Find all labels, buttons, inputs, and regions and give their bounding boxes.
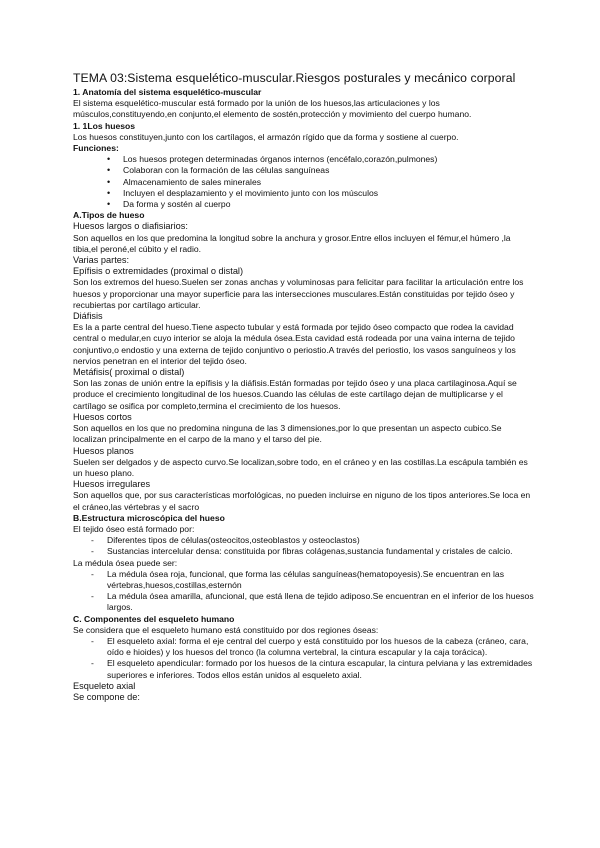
section-heading-estructura: B.Estructura microscópica del hueso [73, 512, 225, 523]
list-item: - La médula ósea roja, funcional, que forma las células sanguíneas(hematopoyesis).Se encuentran en las vértebras,huesos,costillas,esternón [91, 569, 535, 591]
medula-list [73, 569, 535, 614]
list-item: - Diferentes tipos de células(osteocitos,osteoblastos y osteoclastos) [91, 535, 535, 546]
list-item: - El esqueleto axial: forma el eje central del cuerpo y está constituido por los huesos de la cabeza (cráneo, cara, oído e hioides) y los huesos del tronco (la columna vertebral, la cintura escapular y la caja torácica). [91, 636, 535, 658]
paragraph-metafisis: Son las zonas de unión entre la epífisis y la diáfisis.Están formadas por tejido óseo y una placa cartilaginosa.Aquí se produce el crecimiento longitudinal de los huesos.Cuando las células de este cartílago dejan de multiplicarse y el cartílago se osifica por completo,termina el crecimiento de los huesos. [73, 378, 517, 411]
paragraph-huesos-cortos: Son aquellos en los que no predomina ninguna de las 3 dimensiones,por lo que presentan un aspecto cubico.Se localizan principalmente en el carpo de la mano y el tarso del pie. [73, 423, 502, 445]
document-title: TEMA 03:Sistema esquelético-muscular.Riesgos posturales y mecánico corporal [73, 71, 516, 85]
subheading-esqueleto-axial: Esqueleto axial [73, 680, 136, 691]
list-item: - La médula ósea amarilla, afuncional, que está llena de tejido adiposo.Se encuentran en el inferior de los huesos largos. [91, 591, 535, 613]
subheading-huesos-planos: Huesos planos [73, 445, 134, 456]
list-item: • Da forma y sostén al cuerpo [107, 199, 535, 210]
paragraph-diafisis: Es la a parte central del hueso.Tiene aspecto tubular y está formada por tejido óseo compacto que rodea la cavidad central o medular,en cuyo interior se aloja la médula ósea.Esta cavidad está rodeada por una vaina interna de tejido conjuntivo,o endostio y una externa de tejido conjuntivo o periostio.A través del periostio, los vasos sanguíneos y los nervios penetran en el interior del tejido óseo. [73, 322, 516, 366]
subheading-metafisis: Metáfisis( proximal o distal) [73, 367, 185, 378]
paragraph-estructura-intro: El tejido óseo está formado por: [73, 523, 195, 534]
section-heading-los-huesos: 1. 1Los huesos [73, 120, 136, 131]
list-item: • Colaboran con la formación de las células sanguíneas [107, 165, 535, 176]
list-item: - Sustancias intercelular densa: constituida por fibras colágenas,sustancia fundamental y cristales de calcio. [91, 546, 535, 557]
subheading-huesos-largos: Huesos largos o diafisiarios: [73, 221, 188, 232]
subheading-varias-partes: Varias partes: [73, 255, 129, 266]
subheading-huesos-cortos: Huesos cortos [73, 411, 132, 422]
section-los-huesos [73, 121, 535, 211]
section-heading-componentes: C. Componentes del esqueleto humano [73, 613, 235, 624]
paragraph-huesos-irregulares: Son aquellos que, por sus características morfológicas, no pueden incluirse en niguno de los tipos anteriores.Se loca en el cráneo,las vértebras y el sacro [73, 490, 531, 512]
section-estructura-microscopica [73, 513, 535, 614]
list-item: • Almacenamiento de sales minerales [107, 177, 535, 188]
section-anatomia [73, 87, 535, 121]
section-tipos-de-hueso [73, 210, 535, 512]
paragraph-componentes-intro: Se considera que el esqueleto humano está constituido por dos regiones óseas: [73, 624, 379, 635]
list-item: • Los huesos protegen determinadas órganos internos (encéfalo,corazón,pulmones) [107, 154, 535, 165]
section-heading-tipos: A.Tipos de hueso [73, 210, 145, 221]
funciones-list [73, 154, 535, 210]
list-item: • Incluyen el desplazamiento y el movimiento junto con los músculos [107, 188, 535, 199]
paragraph-esqueleto-axial: Se compone de: [73, 691, 140, 702]
list-item: - El esqueleto apendicular: formado por los huesos de la cintura escapular, la cintura pelviana y las extremidades superiores e inferiores. Todos ellos están unidos al esqueleto axial. [91, 658, 535, 680]
section-heading-anatomia: 1. Anatomía del sistema esquelético-muscular [73, 87, 262, 97]
funciones-label: Funciones: [73, 143, 119, 154]
paragraph-medula-intro: La médula ósea puede ser: [73, 557, 178, 568]
paragraph-los-huesos: Los huesos constituyen,junto con los cartílagos, el armazón rígido que da forma y sostiene al cuerpo. [73, 131, 459, 142]
regiones-list [73, 636, 535, 681]
paragraph-huesos-largos: Son aquellos en los que predomina la longitud sobre la anchura y grosor.Entre ellos incluyen el fémur,el húmero ,la tibia,el peroné,el cúbito y el radio. [73, 232, 511, 254]
paragraph-huesos-planos: Suelen ser delgados y de aspecto curvo.Se localizan,sobre todo, en el cráneo y en las costillas.La escápula también es un hueso plano. [73, 456, 528, 478]
section-componentes [73, 614, 535, 704]
subheading-diafisis: Diáfisis [73, 311, 103, 322]
paragraph-anatomia: El sistema esquelético-muscular está formado por la unión de los huesos,las articulaciones y los músculos,constituyendo,en conjunto,el elemento de sostén,protección y movimiento del cuerpo humano. [73, 98, 472, 120]
document-page [73, 70, 535, 703]
tejido-oseo-list [73, 535, 535, 557]
subheading-huesos-irregulares: Huesos irregulares [73, 479, 151, 490]
paragraph-epifisis: Son los extremos del hueso.Suelen ser zonas anchas y voluminosas para felicitar para facilitar la articulación entre los huesos y proporcionar una mayor superficie para las intersecciones musculares.Están constituidas por tejido óseo y recubiertas por cartílago articular. [73, 277, 524, 310]
subheading-epifisis: Epífisis o extremidades (proximal o distal) [73, 266, 244, 277]
